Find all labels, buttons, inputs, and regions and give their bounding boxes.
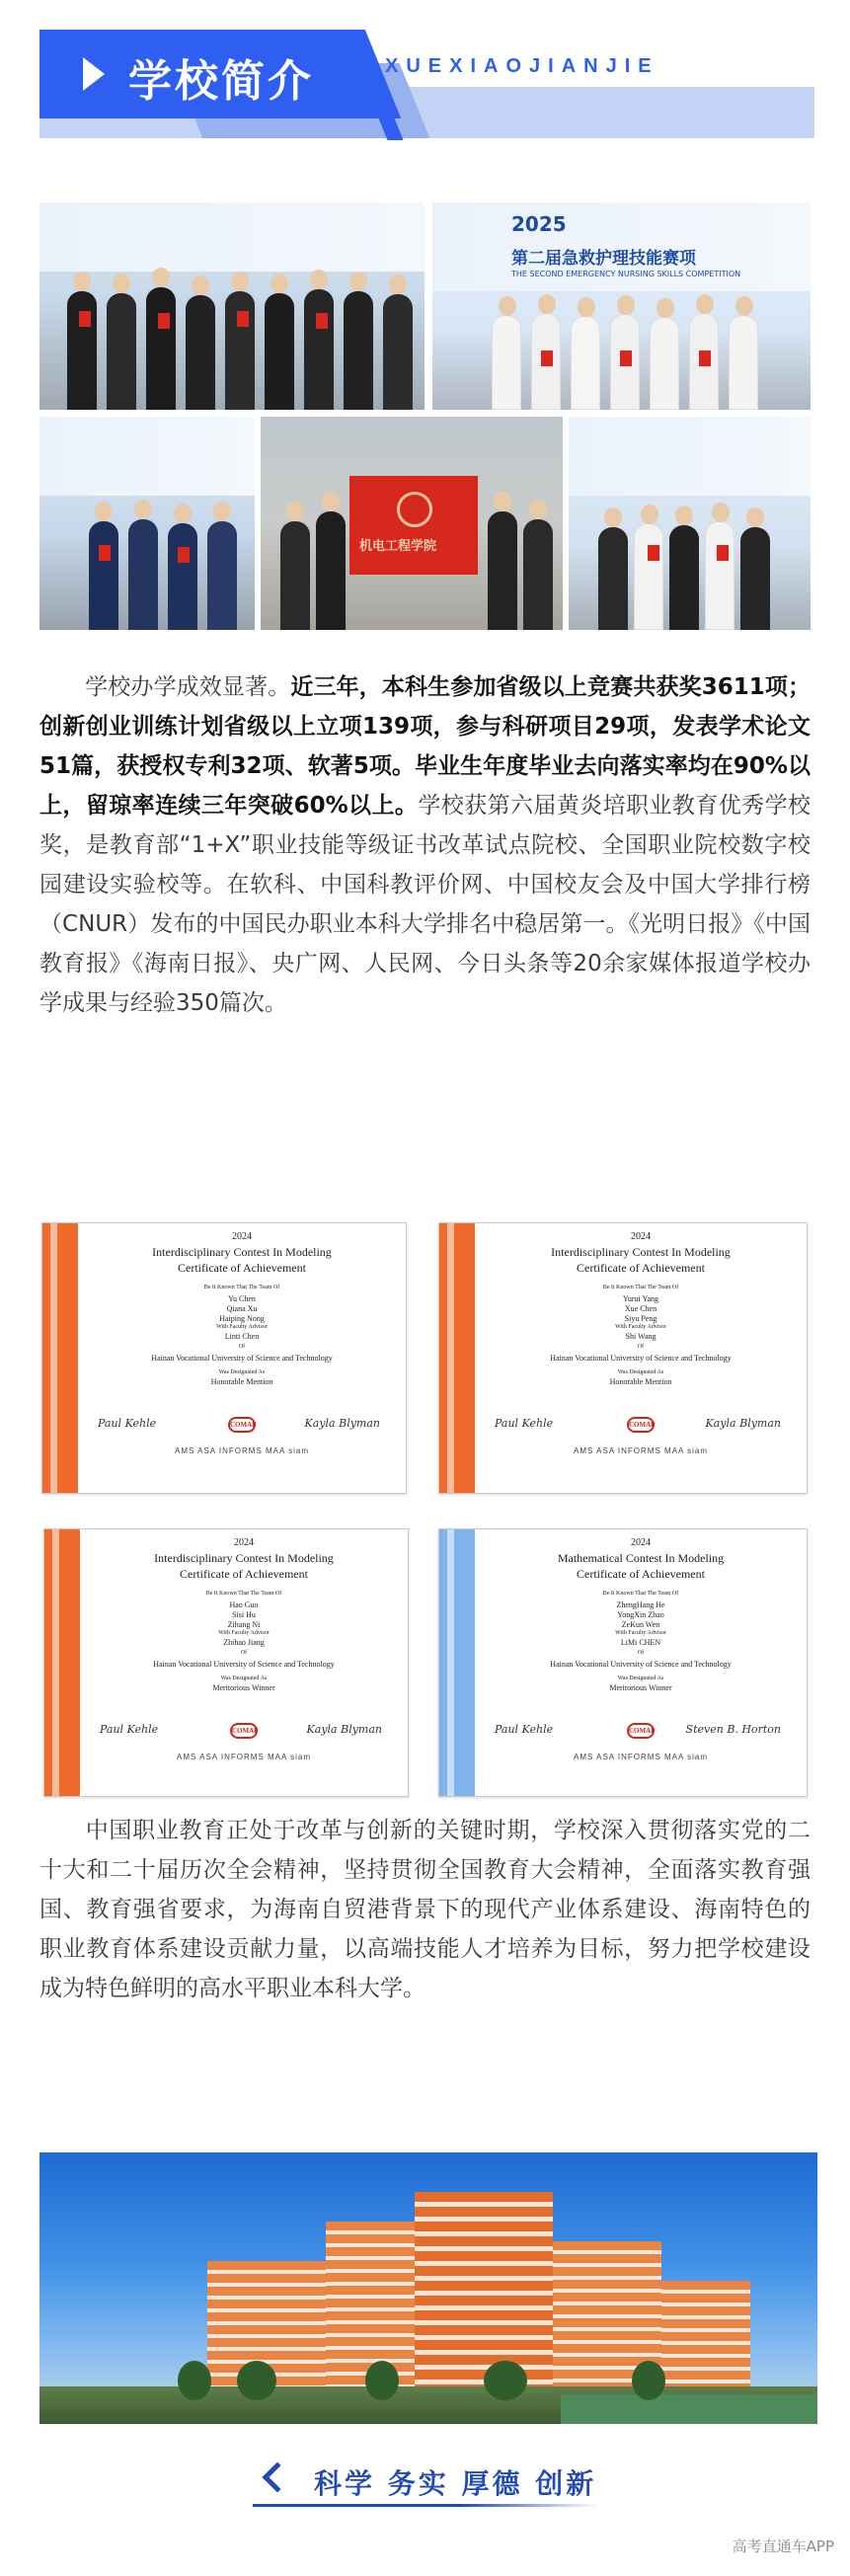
certificate-known: Be It Known That The Team Of <box>205 1591 282 1597</box>
certificate-title: Certificate of Achievement <box>577 1567 705 1581</box>
school-motto <box>253 2459 598 2506</box>
certificate-member: Siyu Peng <box>624 1314 657 1323</box>
intro-paragraph <box>39 667 811 1023</box>
certificate-designated: Was Designated As <box>220 1676 268 1681</box>
certificate-advisor: Zhihao Jiang <box>223 1638 265 1647</box>
certificate-award: Honorable Mention <box>609 1377 672 1386</box>
certificate-card <box>438 1222 808 1494</box>
certificate-member: Yurui Yang <box>622 1294 658 1303</box>
certificate-member: Zihang Ni <box>227 1620 261 1629</box>
flag-text: 机电工程学院 <box>359 539 437 554</box>
certificate-member: Qiana Xu <box>226 1304 258 1313</box>
signature-right: Kayla Blyman <box>306 1723 382 1736</box>
team-flag-photo <box>261 417 563 630</box>
header-title-block <box>39 30 355 118</box>
certificate-of: Of <box>637 1344 645 1350</box>
certificate-advisor-label: With Faculty Advisor <box>615 1324 666 1330</box>
banner-english: THE SECOND EMERGENCY NURSING SKILLS COMPETITION <box>511 270 741 278</box>
certificate-award: Meritorious Winner <box>212 1683 275 1692</box>
signature-left: Paul Kehle <box>98 1417 157 1430</box>
certificate-designated: Was Designated As <box>218 1369 266 1375</box>
sports-court <box>561 2394 817 2424</box>
signature-right: Kayla Blyman <box>304 1417 380 1430</box>
certificate-member: Yu Chen <box>228 1294 256 1303</box>
certificate-university: Hainan Vocational University of Science and Technology <box>550 1660 732 1669</box>
competition-photo-2 <box>432 202 811 410</box>
certificate-year: 2024 <box>631 1231 651 1242</box>
competition-photo-3 <box>39 417 255 630</box>
campus-building <box>415 2192 553 2389</box>
certificate-of: Of <box>238 1344 246 1350</box>
certificate-advisor-label: With Faculty Advisor <box>615 1630 666 1636</box>
play-arrow-icon <box>83 57 105 91</box>
school-logo-icon <box>397 492 432 527</box>
certificate-year: 2024 <box>631 1537 651 1548</box>
certificate-card <box>43 1528 409 1797</box>
sponsor-logos: AMS ASA INFORMS MAA siam <box>174 1446 310 1455</box>
signature-left: Paul Kehle <box>495 1417 554 1430</box>
intro-highlight: 近三年，本科生参加省级以上竞赛共获奖3611项；创新创业训练计划省级以上立项139项，参与科研项目29项，发表学术论文51篇，获授权专利32项、软著5项。毕业生年度毕业去向落实率均在90%以上，留琼率连续三年突破60%以上。 <box>39 674 811 819</box>
certificate-member: Xue Chen <box>624 1304 657 1313</box>
banner-title: 第二届急救护理技能赛项 <box>511 249 696 269</box>
page-title: 学校简介 <box>128 56 314 107</box>
certificate-card <box>438 1528 808 1797</box>
certificate-title: Certificate of Achievement <box>180 1567 308 1581</box>
certificate-contest: Interdisciplinary Contest In Modeling <box>152 1245 332 1259</box>
certificate-advisor-label: With Faculty Advisor <box>216 1324 268 1330</box>
certificate-advisor-label: With Faculty Advisor <box>218 1630 270 1636</box>
certificate-known: Be It Known That The Team Of <box>203 1285 280 1290</box>
chevron-left-icon <box>262 2461 292 2492</box>
certificate-year: 2024 <box>232 1231 252 1242</box>
comap-logo: COMAP <box>228 1417 256 1433</box>
certificate-member: ZeKun Wen <box>621 1620 660 1629</box>
page-subtitle: XUEXIAOJIANJIE <box>385 55 659 77</box>
campus-building <box>661 2281 750 2389</box>
certificate-member: ZhengHang He <box>616 1600 665 1609</box>
certificate-color-bar <box>42 1223 78 1493</box>
certificate-member: Hao Guo <box>229 1600 259 1609</box>
certificate-year: 2024 <box>234 1537 254 1548</box>
intro-lead: 学校办学成效显著。 <box>85 674 291 700</box>
certificate-color-bar <box>439 1529 475 1796</box>
certificate-designated: Was Designated As <box>617 1369 664 1375</box>
certificate-known: Be It Known That The Team Of <box>602 1285 679 1290</box>
certificate-university: Hainan Vocational University of Science and Technology <box>550 1354 732 1363</box>
certificate-title: Certificate of Achievement <box>577 1261 705 1275</box>
certificate-award: Meritorious Winner <box>609 1683 672 1692</box>
photo-banner <box>39 417 255 496</box>
banner-year: 2025 <box>511 212 567 236</box>
certificate-card <box>41 1222 407 1494</box>
photo-banner <box>39 202 425 272</box>
app-watermark: 高考直通车APP <box>732 2537 834 2555</box>
motto-text: 科学 务实 厚德 创新 <box>314 2467 597 2500</box>
certificate-of: Of <box>637 1650 645 1656</box>
competition-photo-1 <box>39 202 425 410</box>
campus-photo <box>39 2152 817 2424</box>
comap-logo: COMAP <box>230 1723 258 1739</box>
certificate-color-bar <box>44 1529 80 1796</box>
certificate-of: Of <box>240 1650 248 1656</box>
certificate-title: Certificate of Achievement <box>178 1261 306 1275</box>
mission-paragraph <box>39 1811 811 2008</box>
comap-logo: COMAP <box>627 1723 655 1739</box>
signature-left: Paul Kehle <box>495 1723 554 1736</box>
certificate-university: Hainan Vocational University of Science and Technology <box>153 1660 335 1669</box>
certificate-award: Honorable Mention <box>210 1377 273 1386</box>
signature-right: Steven B. Horton <box>685 1723 781 1736</box>
section-header <box>39 30 814 138</box>
certificate-designated: Was Designated As <box>617 1676 664 1681</box>
certificate-color-bar <box>439 1223 475 1493</box>
sponsor-logos: AMS ASA INFORMS MAA siam <box>573 1753 709 1761</box>
certificate-contest: Mathematical Contest In Modeling <box>557 1551 725 1565</box>
sponsor-logos: AMS ASA INFORMS MAA siam <box>573 1446 709 1455</box>
certificate-contest: Interdisciplinary Contest In Modeling <box>154 1551 334 1565</box>
certificate-advisor: Linti Chen <box>224 1332 260 1341</box>
certificate-member: Sisi Hu <box>232 1610 256 1619</box>
signature-right: Kayla Blyman <box>705 1417 781 1430</box>
certificate-advisor: Shi Wang <box>625 1332 657 1341</box>
certificate-member: Haiping Nong <box>219 1314 265 1323</box>
motto-underline <box>253 2504 598 2507</box>
mission-text: 中国职业教育正处于改革与创新的关键时期，学校深入贯彻落实党的二十大和二十届历次全会精神，坚持贯彻全国教育大会精神，全面落实教育强国、教育强省要求，为海南自贸港背景下的现代产业体系建设、海南特色的职业教育体系建设贡献力量，以高端技能人才培养为目标，努力把学校建设成为特色鲜明的高水平职业本科大学。 <box>39 1818 811 2001</box>
photo-banner <box>569 417 811 496</box>
certificate-contest: Interdisciplinary Contest In Modeling <box>551 1245 731 1259</box>
competition-photo-4 <box>569 417 811 630</box>
intro-rest: 学校获第六届黄炎培职业教育优秀学校奖，是教育部“1+X”职业技能等级证书改革试点院校、全国职业院校数字校园建设实验校等。在软科、中国科教评价网、中国校友会及中国大学排行榜（CNUR）发布的中国民办职业本科大学排名中稳居第一。《光明日报》《中国教育报》《海南日报》、央广网、人民网、今日头条等20余家媒体报道学校办学成果与经验350篇次。 <box>39 793 811 1016</box>
sponsor-logos: AMS ASA INFORMS MAA siam <box>176 1753 312 1761</box>
comap-logo: COMAP <box>627 1417 655 1433</box>
certificate-university: Hainan Vocational University of Science and Technology <box>151 1354 333 1363</box>
certificate-member: YongXin Zhao <box>617 1610 664 1619</box>
signature-left: Paul Kehle <box>100 1723 159 1736</box>
certificate-advisor: LiMi CHEN <box>620 1638 661 1647</box>
certificate-known: Be It Known That The Team Of <box>602 1591 679 1597</box>
